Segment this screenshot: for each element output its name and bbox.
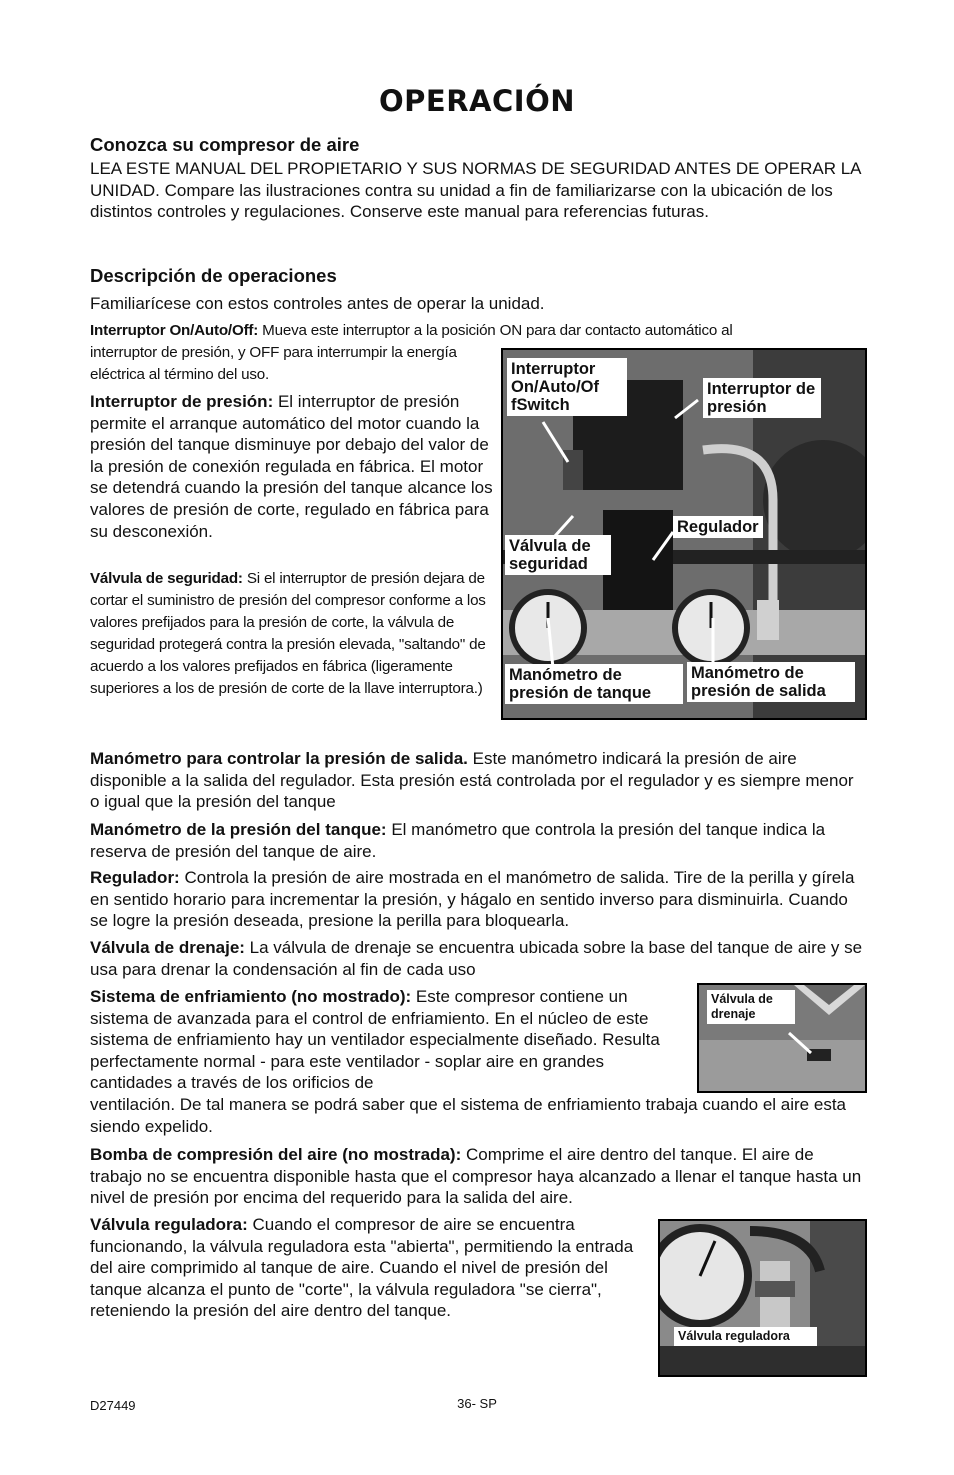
callout-check-valve: Válvula reguladora [674,1327,817,1346]
regulator-paragraph [90,867,865,932]
page-number: 36- SP [457,1396,497,1411]
intro-paragraph: LEA ESTE MANUAL DEL PROPIETARIO Y SUS NORMAS DE SEGURIDAD ANTES DE OPERAR LA UNIDAD. Compare las ilustraciones contra su unidad a fin de familiarizarse con la ubicación de los distintos controles y regulaciones. Conserve este manual para referencias futuras. [90,159,861,222]
drain-valve-term: Válvula de drenaje: [90,938,245,957]
pump-paragraph [90,1144,865,1209]
cooling-term: Sistema de enfriamiento (no mostrado): [90,987,412,1006]
tank-gauge-text: El manómetro que controla la presión del tanque indica la reserva de presión del tanque de aire. [90,820,826,861]
section-heading-know-compressor: Conozca su compresor de aire [90,134,360,155]
tank-gauge-term: Manómetro de la presión del tanque: [90,820,387,839]
callout-tank-gauge: Manómetro de presión de tanque [505,664,683,704]
drain-valve-photo [697,983,867,1093]
drain-valve-paragraph [90,937,865,980]
pump-text: Comprime el aire dentro del tanque. El aire de trabajo no se encuentra disponible hasta que el compresor haya alcanzado a llenar el tanque hasta un nivel de presión por encima del requerido para la salida del aire. [90,1145,862,1208]
check-valve-illustration [660,1221,865,1375]
check-valve-term: Válvula reguladora: [90,1215,248,1234]
on-off-rest: interruptor de presión, y OFF para interrumpir la energía eléctrica al término del uso. [90,344,457,383]
regulator-text: Controla la presión de aire mostrada en el manómetro de salida. Tire de la perilla y gírela en sentido horario para incrementar la presión, y hágalo en sentido inverso para disminuirla. Cuando se logre la presión deseada, presione la perilla para bloquearla. [90,868,855,931]
outlet-gauge-term: Manómetro para controlar la presión de salida. [90,749,468,768]
cooling-paragraph-continued: ventilación. De tal manera se podrá saber que el sistema de enfriamiento trabaja cuando el aire esta siendo expelido. [90,1095,846,1136]
compressor-controls-photo [501,348,867,720]
outlet-gauge-paragraph [90,748,865,813]
check-valve-photo [658,1219,867,1377]
pump-term: Bomba de compresión del aire (no mostrada): [90,1145,462,1164]
pressure-switch-text: El interruptor de presión permite el arranque automático del motor cuando la presión del tanque disminuye por debajo del valor de la presión de conexión regulada en fábrica. El motor se detendrá cuando la presión del tanque alcance los valores de presión de corte, regulado en fábrica para su desconexión. [90,392,493,541]
cooling-paragraph [90,986,690,1094]
on-off-first-line [90,320,870,342]
regulator-term: Regulador: [90,868,180,887]
callout-pressure-switch: Interruptor de presión [703,378,821,418]
safety-valve-term: Válvula de seguridad: [90,570,243,587]
callout-drain-valve: Válvula de drenaje [707,990,795,1024]
callout-regulator: Regulador [673,516,763,538]
safety-valve-text: Si el interruptor de presión dejara de cortar el suministro de presión del compresor conforme a los valores prefijados para la presión de corte, la válvula de seguridad protegerá contra la presión elevada, "saltando" de acuerdo a los valores prefijados en fábrica (ligeramente superiores a los de presión de corte de la llave interruptora.) [90,570,486,697]
cooling-text-a: Este compresor contiene un sistema de avanzada para el control de enfriamiento. En el núcleo de este sistema de enfriamiento hay un ventilador especialmente diseñado. Resulta perfectamente normal - para este ventilador - soplar aire en grandes cantidades a través de los orificios de [90,987,660,1093]
pressure-switch-paragraph [90,391,495,542]
on-off-text-line1: Mueva este interruptor a la posición ON para dar contacto automático al [258,322,733,339]
on-off-term: Interruptor On/Auto/Off: [90,322,259,339]
check-valve-text: Cuando el compresor de aire se encuentra funcionando, la válvula reguladora esta "abierta", permitiendo la entrada del aire comprimido al tanque de aire. Cuando el nivel de presión del tanque alcanza el punto de "corte", la válvula reguladora "se cierra", reteniendo la presión del aire dentro del tanque. [90,1215,634,1321]
pressure-switch-term: Interruptor de presión: [90,392,274,411]
drain-valve-text: La válvula de drenaje se encuentra ubicada sobre la base del tanque de aire y se usa para drenar la condensación al fin de cada uso [90,938,863,979]
check-valve-paragraph [90,1214,652,1322]
page-title: OPERACIÓN [379,84,575,118]
callout-on-off-switch: Interruptor On/Auto/Of fSwitch [507,358,627,416]
operations-intro: Familiarícese con estos controles antes de operar la unidad. [90,294,545,313]
document-number: D27449 [90,1398,136,1413]
callout-outlet-gauge: Manómetro de presión de salida [687,662,855,702]
outlet-gauge-text: Este manómetro indicará la presión de aire disponible a la salida del regulador. Esta presión está controlada por el regulador y es siempre menor o igual que la presión del tanque [90,749,854,812]
safety-valve-paragraph [90,568,498,700]
section-heading-operations: Descripción de operaciones [90,265,337,286]
tank-gauge-paragraph [90,819,865,862]
callout-safety-valve: Válvula de seguridad [505,535,611,575]
